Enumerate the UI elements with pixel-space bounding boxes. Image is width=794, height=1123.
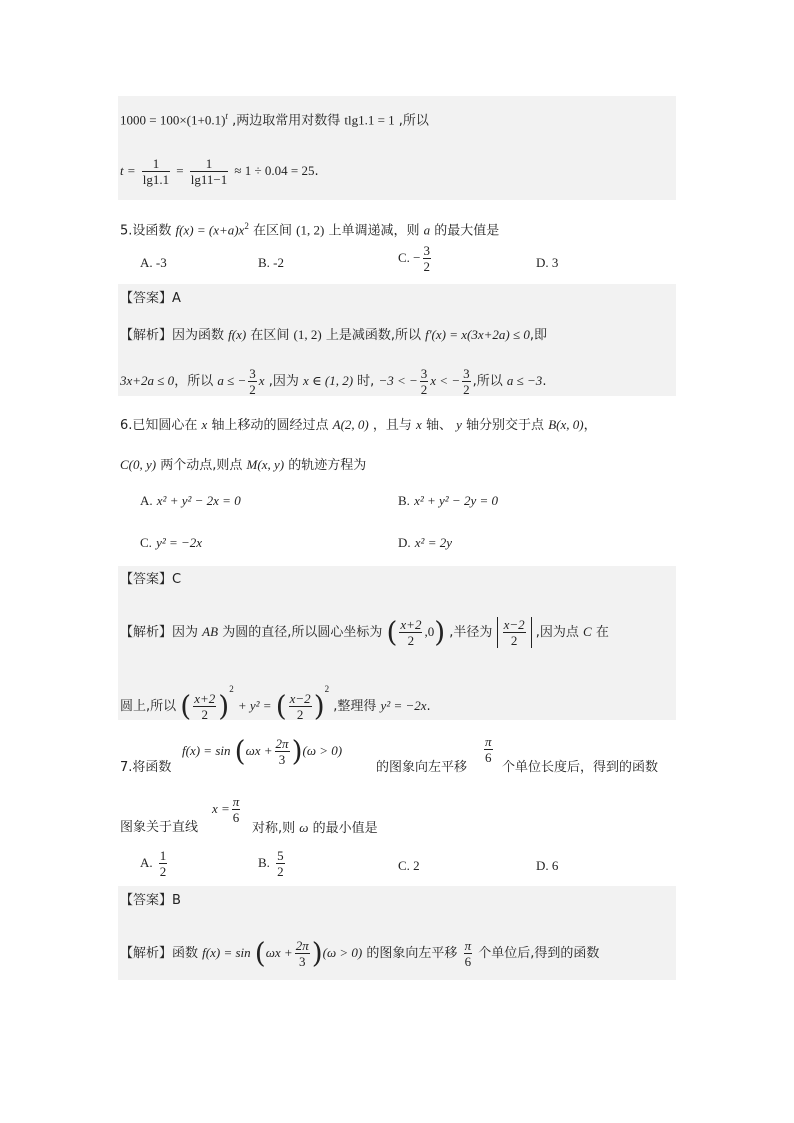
question-7-line2: 对称,则 ω 的最小值是 [252,820,378,836]
option-a[interactable]: A. -3 [140,255,167,270]
option-b[interactable]: B. $\frac{5}{2}$ [258,848,284,879]
option-b[interactable]: B. -2 [258,255,284,270]
option-d[interactable]: D. 6 [536,858,559,873]
solution-line: 【解析】因为函数 f(x) 在区间 (1, 2) 上是减函数,所以 f′(x) = x(3x+2a) ≤ 0,即 [120,327,547,343]
solution-line: 圆上,所以 ( $\frac{x+2}{2}$ )$^2$ + y² = ( $\frac{x-2}{2}$ )$^2$ ,整理得 y² = −2x. [120,684,431,723]
question-7-function: f(x) = sin (ωx + $\frac{2\pi}{3}$ )(ω > 0) [182,734,343,768]
shift-fraction: $\frac{\pi}{6}$ [485,734,492,765]
solution-line: t = $\frac{1}{\lg 1.1}$ = $\frac{1}{\lg 11-1}$ ≈ 1 ÷ 0.04 = 25. [120,156,319,187]
answer-label: 【答案】A [120,291,181,306]
option-b[interactable]: B. x² + y² − 2y = 0 [398,493,498,508]
question-7-line2: 图象关于直线 [120,820,199,835]
option-c[interactable]: C. − $\frac{3}{2}$ [398,243,431,274]
question-5-stem: 5.设函数 $f(x) = (x+a)x^2$ 在区间 (1, 2) 上单调递减，则 a 的最大值是 [120,221,500,239]
answer-label: 【答案】B [120,893,181,908]
option-a[interactable]: A. $\frac{1}{2}$ [140,848,167,879]
option-d[interactable]: D. x² = 2y [398,535,452,550]
fraction: $\frac{1}{\lg 11-1}$ [190,156,228,187]
solution-line: 【解析】因为 AB 为圆的直径,所以圆心坐标为 ( $\frac{x+2}{2}$ ,0) ,半径为 $\frac{x-2}{2}$ ,因为点 C 在 [120,615,609,649]
question-6-stem-cont: C(0, y) 两个动点,则点 M(x, y) 的轨迹方程为 [120,457,367,473]
option-d[interactable]: D. 3 [536,255,559,270]
solution-line: 【解析】函数 f(x) = sin (ωx + $\frac{2\pi}{3}$ )(ω > 0) 的图象向左平移 $\frac{\pi}{6}$ 个单位后,得到的函数 [120,936,600,970]
option-c[interactable]: C. 2 [398,858,420,873]
question-7-stem: 个单位长度后，得到的函数 [502,760,659,775]
option-a[interactable]: A. x² + y² − 2x = 0 [140,493,241,508]
answer-label: 【答案】C [120,572,182,587]
solution-line: 3x+2a ≤ 0，所以 a ≤ − $\frac{3}{2}$ x ,因为 x ∈ (1, 2) 时, −3 < − $\frac{3}{2}$ x < − $\frac{3}{2}$ ,所以 a ≤ −3. [120,366,547,397]
question-7-prefix: 7.将函数 [120,760,172,775]
option-c[interactable]: C. y² = −2x [140,535,203,550]
fraction: $\frac{1}{\lg 1.1}$ [142,156,170,187]
solution-line: $1000 = 100\times(1+0.1)^t$ ,两边取常用对数得 tlg1.1 = 1 ,所以 [120,111,429,129]
question-7-stem: 的图象向左平移 [376,760,468,775]
line-x-eq: x = $\frac{\pi}{6}$ [212,794,240,825]
question-6-stem: 6.已知圆心在 x 轴上移动的圆经过点 A(2, 0) ，且与 x 轴、 y 轴分别交于点 B(x, 0)， [120,417,597,433]
